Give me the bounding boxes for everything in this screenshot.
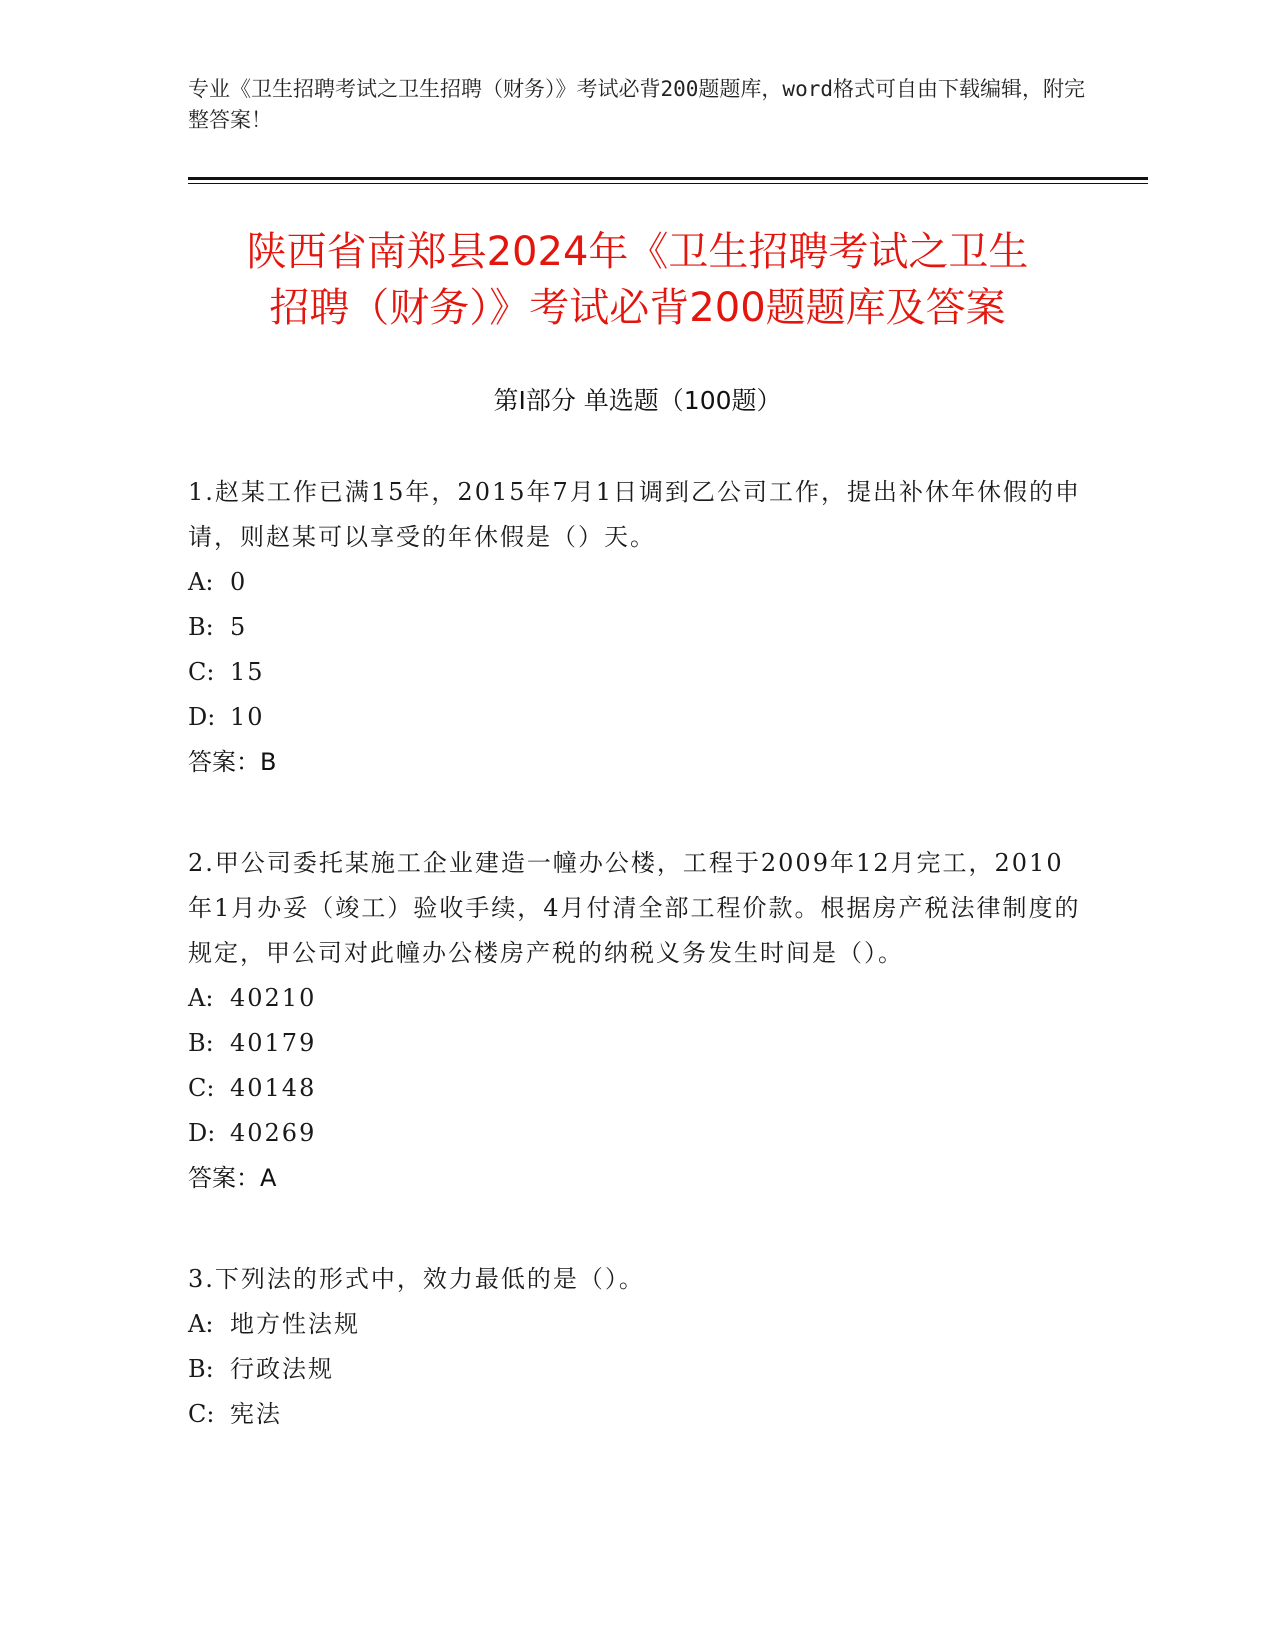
question-option [188, 1021, 1088, 1066]
question-item [188, 470, 1088, 785]
question-option [188, 1302, 1088, 1347]
option-text: 地方性法规 [230, 1310, 360, 1338]
question-list [188, 470, 1088, 1493]
question-option [188, 695, 1088, 740]
option-text: 10 [230, 703, 265, 731]
option-key: A: [188, 568, 214, 596]
question-item [188, 841, 1088, 1201]
title-line-1: 陕西省南郑县2024年《卫生招聘考试之卫生 [246, 229, 1029, 275]
option-text: 0 [230, 568, 248, 596]
question-option [188, 1347, 1088, 1392]
option-key: D: [188, 703, 216, 731]
option-text: 15 [230, 658, 265, 686]
question-option [188, 1111, 1088, 1156]
option-text: 40148 [230, 1074, 317, 1102]
question-option [188, 1392, 1088, 1437]
option-text: 40210 [230, 984, 317, 1012]
section-title: 第Ⅰ部分 单选题（100题） [493, 386, 782, 415]
question-option [188, 976, 1088, 1021]
question-option [188, 605, 1088, 650]
option-key: B: [188, 613, 214, 641]
document-title [150, 224, 1125, 336]
option-text: 40269 [230, 1119, 317, 1147]
option-text: 5 [230, 613, 248, 641]
question-stem: 1.赵某工作已满15年，2015年7月1日调到乙公司工作，提出补休年休假的申请，则赵某可以享受的年休假是（）天。 [188, 478, 1082, 551]
question-answer: 答案：B [188, 748, 277, 776]
question-answer: 答案：A [188, 1164, 277, 1192]
option-key: A: [188, 984, 214, 1012]
option-key: C: [188, 658, 215, 686]
question-item [188, 1257, 1088, 1437]
option-key: C: [188, 1400, 215, 1428]
option-text: 行政法规 [230, 1355, 334, 1383]
option-key: B: [188, 1355, 214, 1383]
question-stem: 2.甲公司委托某施工企业建造一幢办公楼，工程于2009年12月完工，2010年1月办妥（竣工）验收手续，4月付清全部工程价款。根据房产税法律制度的规定，甲公司对此幢办公楼房产税的纳税义务发生时间是（）。 [188, 849, 1081, 967]
title-line-2: 招聘（财务）》考试必背200题题库及答案 [269, 285, 1006, 331]
question-stem: 3.下列法的形式中，效力最低的是（）。 [188, 1265, 645, 1293]
option-key: D: [188, 1119, 216, 1147]
option-key: B: [188, 1029, 214, 1057]
question-option [188, 1066, 1088, 1111]
option-key: A: [188, 1310, 214, 1338]
option-text: 宪法 [230, 1400, 282, 1428]
header-note: 专业《卫生招聘考试之卫生招聘（财务）》考试必背200题题库，word格式可自由下载编辑，附完整答案！ [188, 77, 1085, 132]
header-rule-thick [188, 177, 1148, 180]
option-text: 40179 [230, 1029, 317, 1057]
header-rule-thin [188, 183, 1148, 184]
option-key: C: [188, 1074, 215, 1102]
question-option [188, 560, 1088, 605]
question-option [188, 650, 1088, 695]
